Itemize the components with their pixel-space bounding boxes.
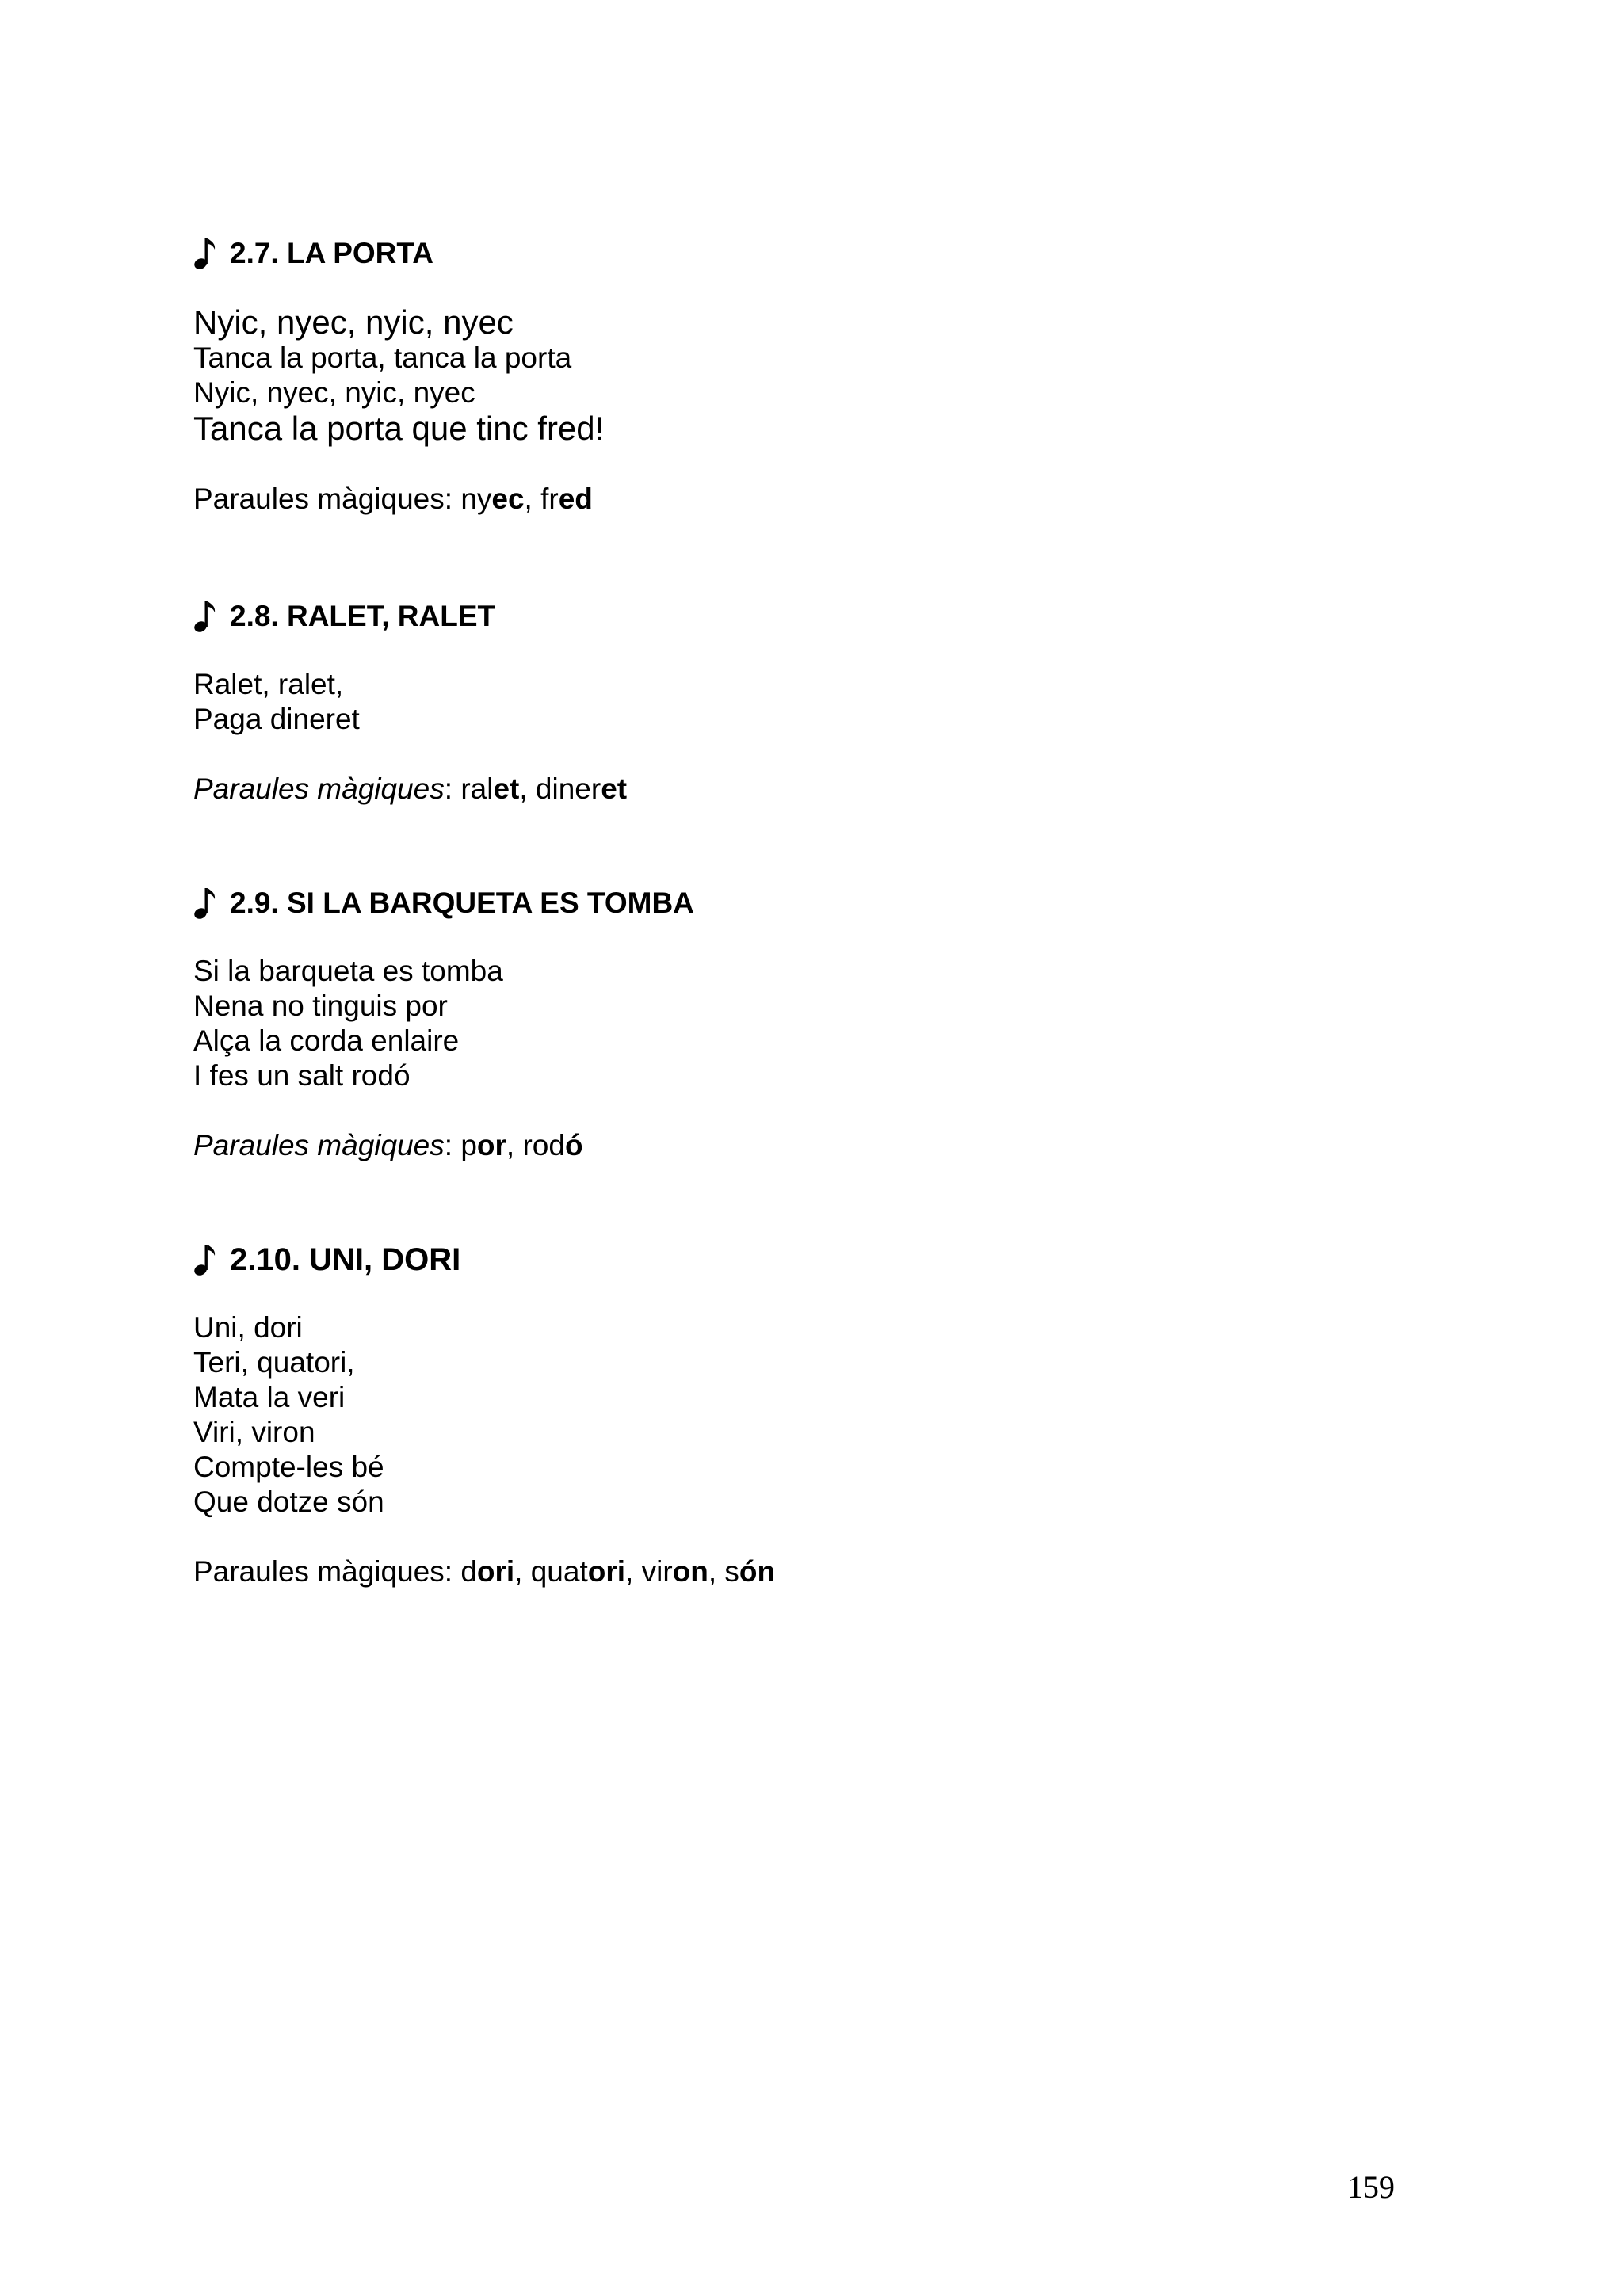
verse-line: Tanca la porta que tinc fred! <box>193 410 605 447</box>
magic-words: Paraules màgiques: dori, quatori, viron, són <box>193 1555 776 1588</box>
section-heading <box>193 1236 1461 1283</box>
magic-label: Paraules màgiques <box>193 772 445 805</box>
magic-word: nyec <box>460 482 525 515</box>
magic-word: por <box>460 1129 506 1161</box>
music-note-icon <box>193 236 217 271</box>
magic-label: Paraules màgiques <box>193 1555 445 1588</box>
magic-word: són <box>724 1555 776 1588</box>
verse-lines <box>193 954 1461 1093</box>
heading-text: 2.8. RALET, RALET <box>230 600 496 632</box>
verse-line: Tanca la porta, tanca la porta <box>193 341 572 374</box>
verse-line: Paga dineret <box>193 703 360 735</box>
section-uni-dori <box>193 1236 1461 1589</box>
verse-line: Que dotze són <box>193 1486 384 1518</box>
heading-text: 2.10. UNI, DORI <box>230 1241 461 1277</box>
verse-line: Nyic, nyec, nyic, nyec <box>193 376 475 409</box>
verse-line: Ralet, ralet, <box>193 668 344 700</box>
magic-word: dineret <box>535 772 628 805</box>
music-note-icon <box>193 1242 217 1277</box>
section-si-la-barqueta <box>193 879 1461 1163</box>
magic-words: Paraules màgiques: ralet, dineret <box>193 772 628 805</box>
page-number: 159 <box>1347 2169 1395 2205</box>
section-heading <box>193 230 1461 277</box>
verse-line: Compte-les bé <box>193 1451 384 1483</box>
heading-text: 2.9. SI LA BARQUETA ES TOMBA <box>230 887 694 919</box>
section-heading <box>193 593 1461 640</box>
verse-line: Alça la corda enlaire <box>193 1024 460 1057</box>
magic-word: ralet <box>460 772 520 805</box>
section-la-porta <box>193 230 1461 517</box>
magic-word: quatori <box>530 1555 626 1588</box>
verse-line: Uni, dori <box>193 1311 303 1344</box>
verse-lines <box>193 667 1461 737</box>
magic-word: viron <box>641 1555 708 1588</box>
verse-line: Teri, quatori, <box>193 1346 355 1379</box>
music-note-icon <box>193 886 217 921</box>
magic-word: rodó <box>522 1129 583 1161</box>
verse-line: I fes un salt rodó <box>193 1059 411 1092</box>
magic-words: Paraules màgiques: por, rodó <box>193 1129 583 1161</box>
section-heading <box>193 879 1461 927</box>
verse-line: Nena no tinguis por <box>193 990 448 1022</box>
magic-word: dori <box>460 1555 515 1588</box>
magic-words: Paraules màgiques: nyec, fred <box>193 482 593 515</box>
verse-lines <box>193 1310 1461 1520</box>
verse-line: Nyic, nyec, nyic, nyec <box>193 303 514 341</box>
section-ralet-ralet <box>193 593 1461 807</box>
magic-label: Paraules màgiques <box>193 482 445 515</box>
verse-line: Mata la veri <box>193 1381 346 1413</box>
verse-line: Viri, viron <box>193 1416 315 1448</box>
magic-word: fred <box>540 482 593 515</box>
magic-label: Paraules màgiques <box>193 1129 445 1161</box>
music-note-icon <box>193 599 217 634</box>
verse-lines <box>193 304 1461 447</box>
heading-text: 2.7. LA PORTA <box>230 237 433 269</box>
verse-line: Si la barqueta es tomba <box>193 955 503 987</box>
